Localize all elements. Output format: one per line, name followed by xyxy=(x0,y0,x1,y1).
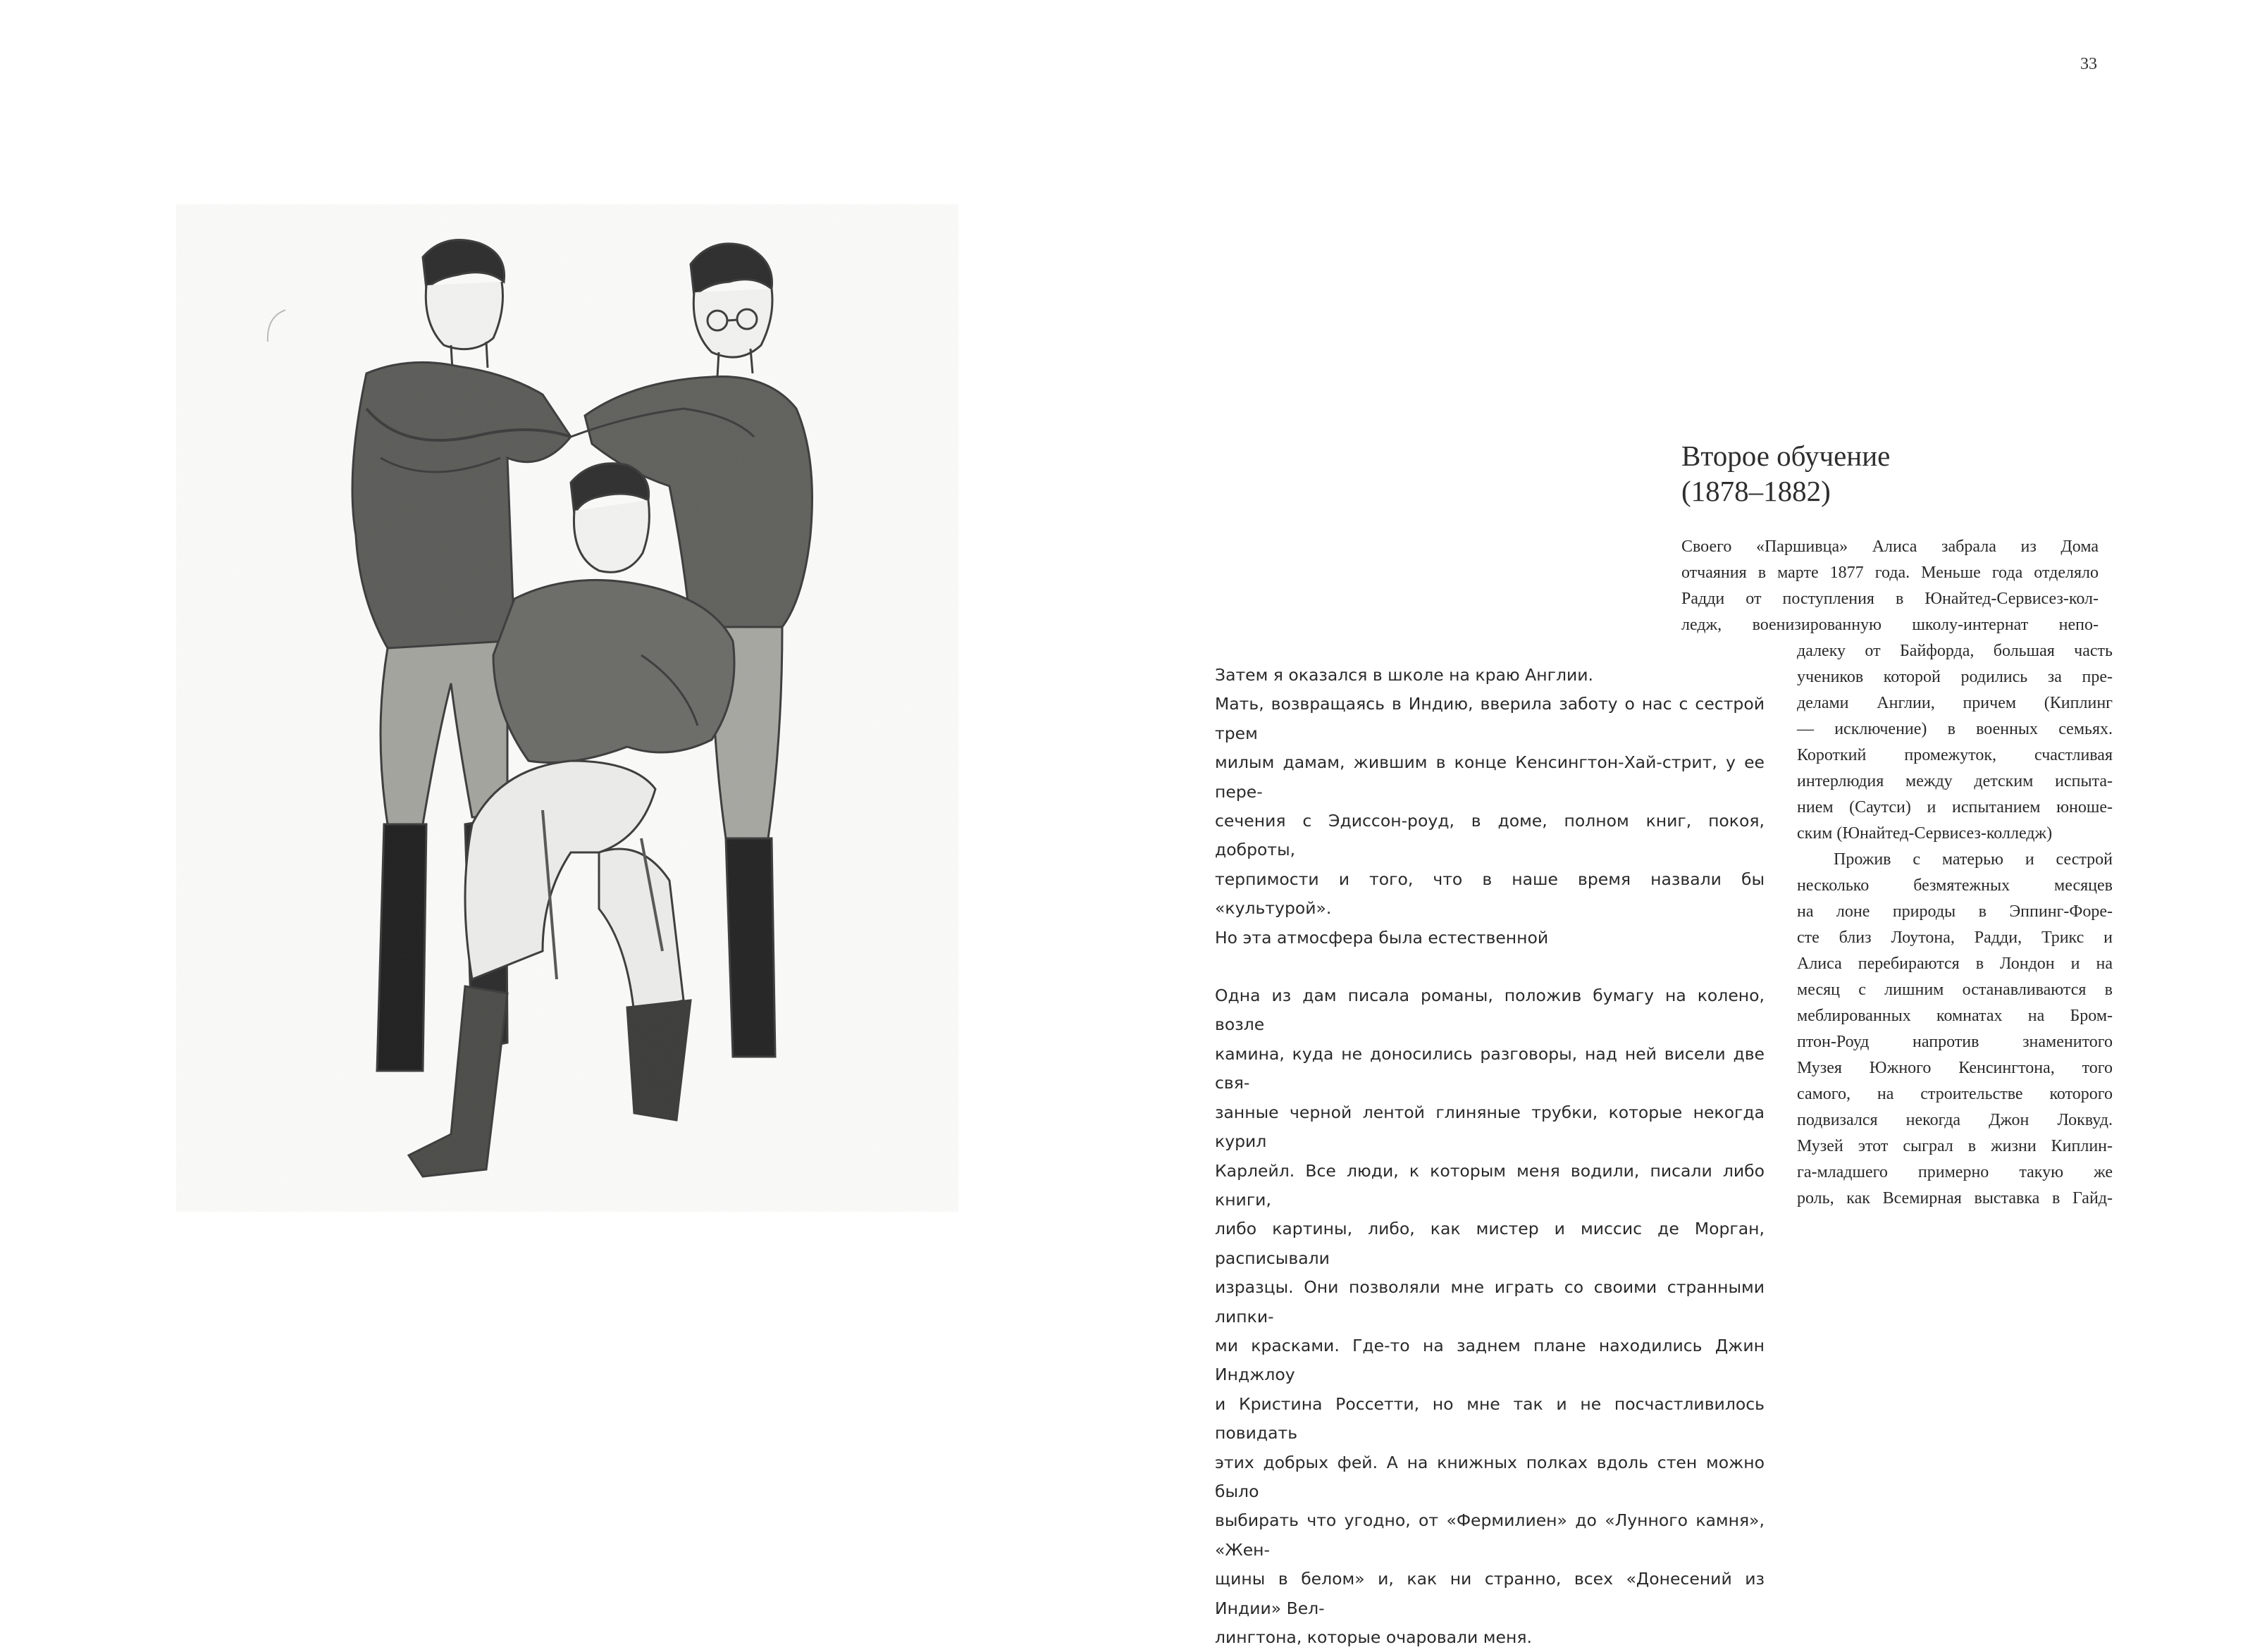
quote-line: Но эта атмосфера была естественной xyxy=(1215,927,1549,948)
body-line: Радди от поступления в Юнайтед-Сервисез-кол- xyxy=(1681,590,2099,608)
body-line: самого, на строительстве которого xyxy=(1797,1085,2113,1103)
quote-line: милым дамам, жившим в конце Кенсингтон-Хай-стрит, у ее пере- xyxy=(1215,752,1765,802)
quote-line: и Кристина Россетти, но мне так и не посчастливилось повидать xyxy=(1215,1393,1765,1443)
quote-block xyxy=(1215,661,1765,1652)
quote-line: либо картины, либо, как мистер и миссис де Морган, расписывали xyxy=(1215,1219,1765,1268)
body-line: несколько безмятежных месяцев xyxy=(1797,876,2113,895)
quote-paragraph-1 xyxy=(1215,661,1765,952)
body-line: месяц с лишним останавливаются в xyxy=(1797,981,2113,999)
body-line: учеников которой родились за пре- xyxy=(1797,668,2113,686)
body-line: га-младшего примерно такую же xyxy=(1797,1163,2113,1181)
quote-line: этих добрых фей. А на книжных полках вдоль стен можно было xyxy=(1215,1452,1765,1501)
body-line: Своего «Паршивца» Алиса забрала из Дома xyxy=(1681,538,2099,556)
body-line: Музей этот сыграл в жизни Киплин- xyxy=(1797,1137,2113,1155)
body-line: — исключение) в военных семьях. xyxy=(1797,720,2113,738)
quote-line: изразцы. Они позволяли мне играть со своими странными липки- xyxy=(1215,1277,1765,1327)
quote-line: Затем я оказался в школе на краю Англии. xyxy=(1215,665,1594,685)
body-line: делами Англии, причем (Киплинг xyxy=(1797,694,2113,712)
quote-paragraph-2 xyxy=(1215,981,1765,1652)
body-line: птон-Роуд напротив знаменитого xyxy=(1797,1033,2113,1051)
section-heading xyxy=(1681,438,1890,509)
section-years: (1878–1882) xyxy=(1681,475,1831,507)
quote-line: лингтона, которые очаровали меня. xyxy=(1215,1627,1532,1647)
quote-line: Одна из дам писала романы, положив бумагу на колено, возле xyxy=(1215,986,1765,1035)
body-line: Короткий промежуток, счастливая xyxy=(1797,746,2113,764)
page-number: 33 xyxy=(2080,55,2097,73)
body-line: нием (Саутси) и испытанием юноше- xyxy=(1797,798,2113,816)
quote-line: ми красками. Где-то на заднем плане находились Джин Инджлоу xyxy=(1215,1335,1765,1385)
pencil-sketch-illustration xyxy=(176,204,958,1212)
body-line: роль, как Всемирная выставка в Гайд- xyxy=(1797,1189,2113,1207)
body-line: на лоне природы в Эппинг-Форе- xyxy=(1797,902,2113,921)
quote-line: щины в белом» и, как ни странно, всех «Донесений из Индии» Вел- xyxy=(1215,1569,1765,1618)
body-line: далеку от Байфорда, большая часть xyxy=(1797,642,2113,660)
body-line: ским (Юнайтед-Сервисез-колледж) xyxy=(1797,824,2053,843)
body-line: Прожив с матерью и сестрой xyxy=(1834,850,2113,869)
quote-line: камина, куда не доносились разговоры, над ней висели две свя- xyxy=(1215,1043,1765,1093)
body-line: Музея Южного Кенсингтона, того xyxy=(1797,1059,2113,1077)
body-line: ледж, военизированную школу-интернат непо- xyxy=(1681,616,2099,634)
quote-line: терпимости и того, что в наше время назвали бы «культурой». xyxy=(1215,869,1765,919)
body-line: интерлюдия между детским испыта- xyxy=(1797,772,2113,790)
quote-line: сечения с Эдиссон-роуд, в доме, полном книг, покоя, доброты, xyxy=(1215,811,1765,860)
body-line: меблированных комнатах на Бром- xyxy=(1797,1007,2113,1025)
body-line: отчаяния в марте 1877 года. Меньше года отделяло xyxy=(1681,564,2099,582)
quote-line: выбирать что угодно, от «Фермилиен» до «Лунного камня», «Жен- xyxy=(1215,1510,1765,1560)
section-title: Второе обучение xyxy=(1681,440,1891,472)
body-line: сте близ Лоутона, Радди, Трикс и xyxy=(1797,929,2113,947)
quote-line: занные черной лентой глиняные трубки, которые некогда курил xyxy=(1215,1102,1765,1152)
quote-line: Карлейл. Все люди, к которым меня водили, писали либо книги, xyxy=(1215,1160,1765,1210)
body-text-top xyxy=(1681,534,2099,638)
body-line: Алиса перебираются в Лондон и на xyxy=(1797,955,2113,973)
body-text-main xyxy=(1797,638,2113,1212)
body-line: подвизался некогда Джон Локвуд. xyxy=(1797,1111,2113,1129)
quote-line: Мать, возвращаясь в Индию, вверила заботу о нас с сестрой трем xyxy=(1215,694,1765,743)
